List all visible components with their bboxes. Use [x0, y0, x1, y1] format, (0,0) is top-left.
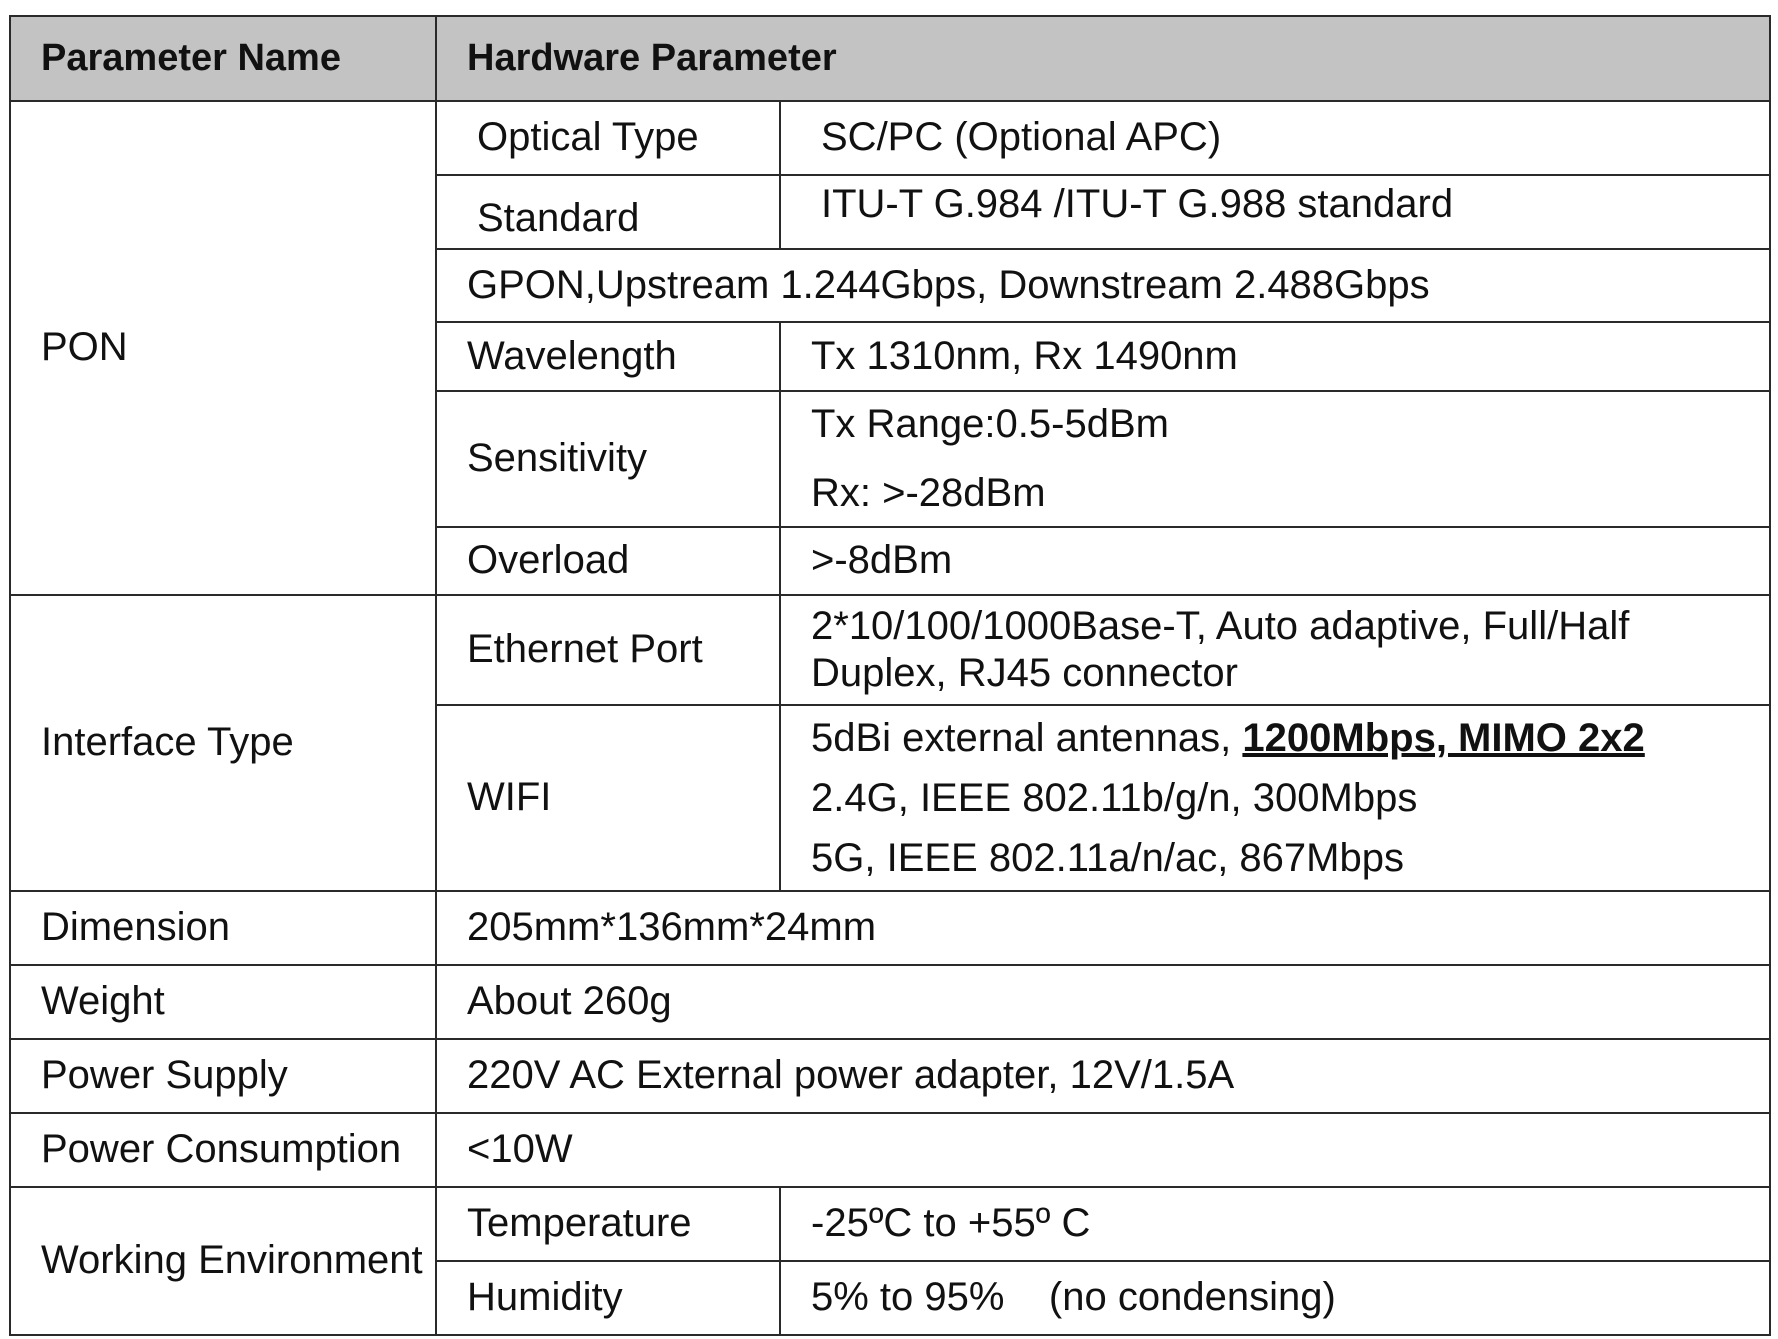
sensitivity-rx: Rx: >-28dBm — [811, 471, 1046, 515]
standard-name: Standard — [436, 175, 780, 249]
standard-value: ITU-T G.984 /ITU-T G.988 standard — [780, 175, 1770, 249]
interface-label: Interface Type — [10, 595, 436, 891]
overload-name: Overload — [436, 527, 780, 595]
weight-value: About 260g — [436, 965, 1770, 1039]
wifi-line1-prefix: 5dBi external antennas, — [811, 716, 1243, 760]
power-consumption-name: Power Consumption — [10, 1113, 436, 1187]
header-row — [10, 16, 1770, 101]
spec-table — [9, 15, 1771, 1336]
power-consumption-value: <10W — [436, 1113, 1770, 1187]
overload-value: >-8dBm — [780, 527, 1770, 595]
ethernet-line2: Duplex, RJ45 connector — [811, 651, 1238, 695]
dimension-name: Dimension — [10, 891, 436, 965]
optical-type-value: SC/PC (Optional APC) — [780, 101, 1770, 175]
pon-label: PON — [10, 101, 436, 595]
wifi-name: WIFI — [436, 705, 780, 891]
gpon-rate: GPON,Upstream 1.244Gbps, Downstream 2.488Gbps — [436, 249, 1770, 322]
ethernet-line1: 2*10/100/1000Base-T, Auto adaptive, Full/Half — [811, 603, 1630, 648]
temperature-name: Temperature — [436, 1187, 780, 1261]
table-row — [10, 891, 1770, 965]
dimension-value: 205mm*136mm*24mm — [436, 891, 1770, 965]
table-row — [10, 595, 1770, 705]
ethernet-value — [780, 595, 1770, 705]
header-hardware-parameter: Hardware Parameter — [436, 16, 1770, 101]
table-row — [10, 965, 1770, 1039]
weight-name: Weight — [10, 965, 436, 1039]
wifi-value — [780, 705, 1770, 891]
sensitivity-value — [780, 391, 1770, 527]
sensitivity-name: Sensitivity — [436, 391, 780, 527]
wavelength-name: Wavelength — [436, 322, 780, 391]
ethernet-name: Ethernet Port — [436, 595, 780, 705]
wifi-line1 — [811, 708, 1769, 768]
temperature-value: -25ºC to +55º C — [780, 1187, 1770, 1261]
sensitivity-tx: Tx Range:0.5-5dBm — [811, 401, 1169, 446]
wavelength-value: Tx 1310nm, Rx 1490nm — [780, 322, 1770, 391]
humidity-value: 5% to 95% (no condensing) — [780, 1261, 1770, 1335]
power-supply-name: Power Supply — [10, 1039, 436, 1113]
power-supply-value: 220V AC External power adapter, 12V/1.5A — [436, 1039, 1770, 1113]
table-row — [10, 101, 1770, 175]
table-row — [10, 1187, 1770, 1261]
table-row — [10, 1039, 1770, 1113]
wifi-line2: 2.4G, IEEE 802.11b/g/n, 300Mbps — [811, 776, 1418, 820]
optical-type-name: Optical Type — [436, 101, 780, 175]
wifi-line1-emphasis: 1200Mbps, MIMO 2x2 — [1242, 716, 1645, 760]
humidity-name: Humidity — [436, 1261, 780, 1335]
environment-label: Working Environment — [10, 1187, 436, 1335]
table-row — [10, 1113, 1770, 1187]
header-parameter-name: Parameter Name — [10, 16, 436, 101]
wifi-line3: 5G, IEEE 802.11a/n/ac, 867Mbps — [811, 836, 1404, 880]
